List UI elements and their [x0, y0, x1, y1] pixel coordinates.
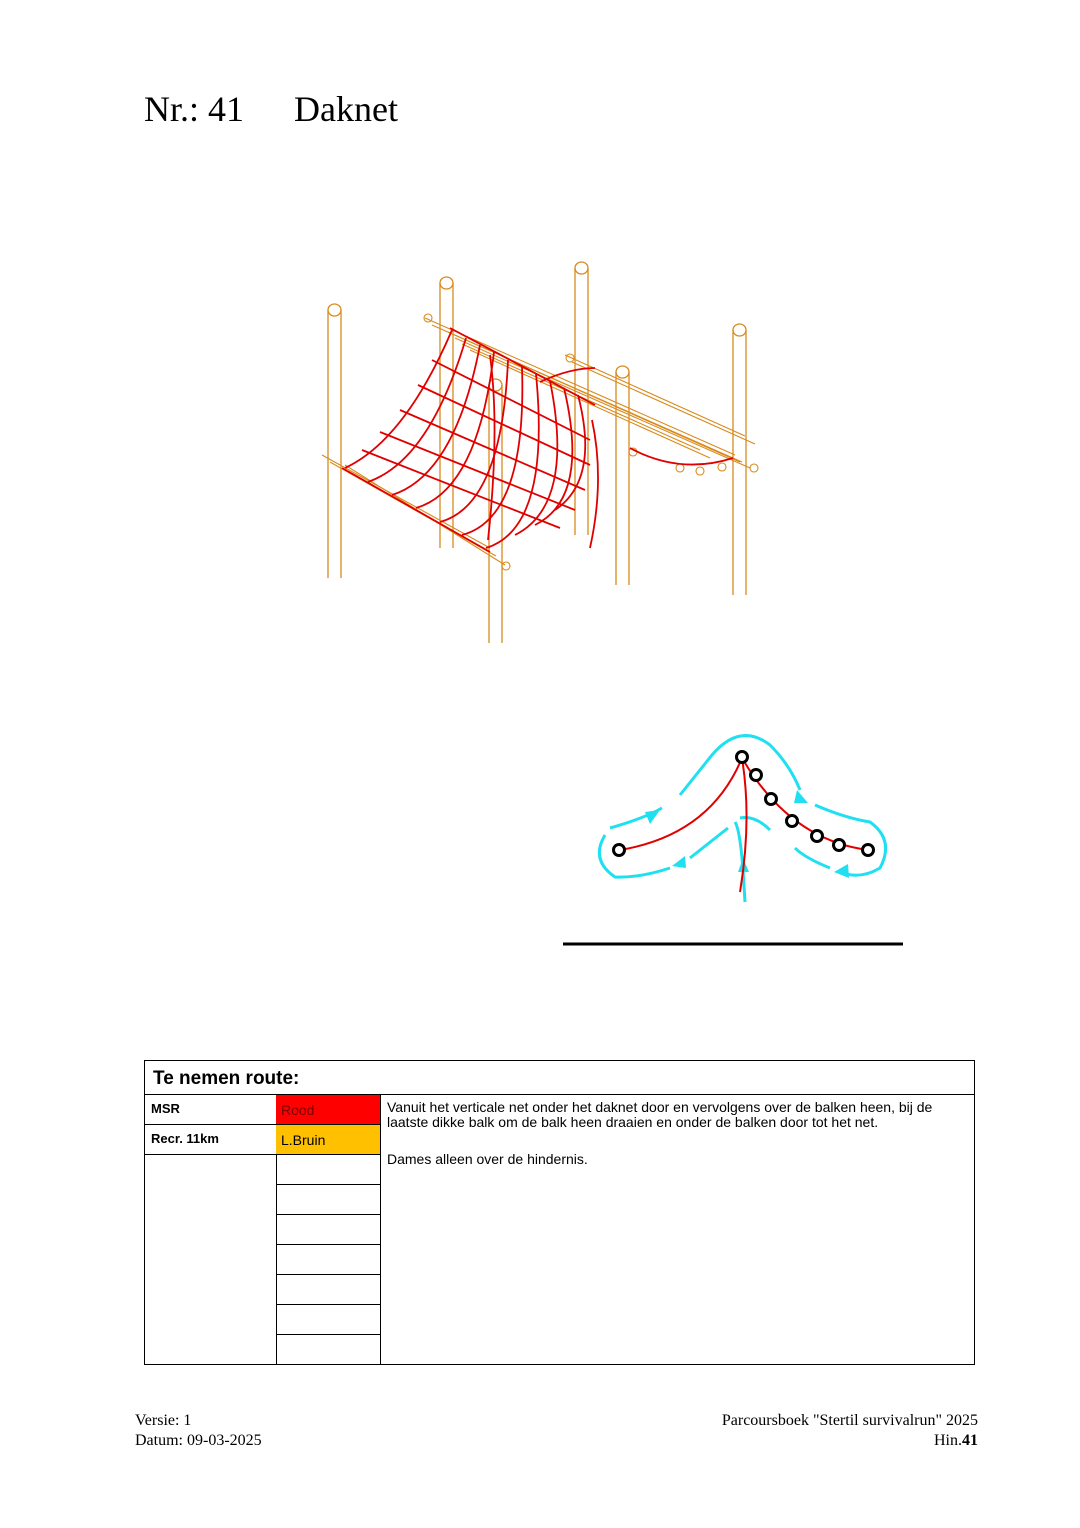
- route-table: [144, 1060, 975, 1365]
- empty-color-cell: [276, 1215, 380, 1245]
- route-outline: [599, 736, 885, 902]
- roof-net: [342, 328, 733, 552]
- route-arrows: [645, 790, 849, 878]
- book-title: Parcoursboek "Stertil survivalrun" 2025: [721, 1412, 978, 1429]
- empty-color-cell: [276, 1305, 380, 1335]
- obstacle-ref-prefix: Hin.: [934, 1432, 962, 1449]
- obstacle-ref-number: 41: [962, 1432, 978, 1449]
- obstacle-drawing: [0, 0, 1080, 700]
- empty-color-cell: [276, 1335, 380, 1365]
- route-markers: [614, 752, 874, 856]
- color-cell-rood: Rood: [276, 1095, 380, 1125]
- category-cell: Recr. 11km: [145, 1125, 276, 1155]
- route-note: Dames alleen over de hindernis.: [387, 1151, 588, 1167]
- route-description: [381, 1095, 974, 1364]
- date-label: Datum: 09-03-2025: [135, 1432, 262, 1449]
- footer-right: [722, 1411, 978, 1451]
- obstacle-name: Daknet: [294, 89, 398, 129]
- footer-left: [135, 1411, 262, 1451]
- obstacle-ref: [722, 1431, 978, 1451]
- obstacle-number: Nr.: 41: [144, 89, 245, 129]
- category-cell: MSR: [145, 1095, 276, 1125]
- color-column: [276, 1095, 381, 1364]
- version-label: Versie: 1: [135, 1412, 192, 1429]
- empty-color-cell: [276, 1185, 380, 1215]
- poles: [328, 262, 746, 643]
- empty-color-cell: [276, 1275, 380, 1305]
- route-net-line: [620, 758, 868, 892]
- color-cell-lbruin: L.Bruin: [276, 1125, 380, 1155]
- route-table-heading: Te nemen route:: [145, 1061, 974, 1095]
- category-column: [145, 1095, 277, 1364]
- route-description-text: Vanuit het verticale net onder het daknet door en vervolgens over de balken heen, bij de laatste dikke balk om de balk heen draaien en onder de balken door tot het net.: [387, 1099, 933, 1130]
- empty-color-cell: [276, 1245, 380, 1275]
- empty-color-cell: [276, 1155, 380, 1185]
